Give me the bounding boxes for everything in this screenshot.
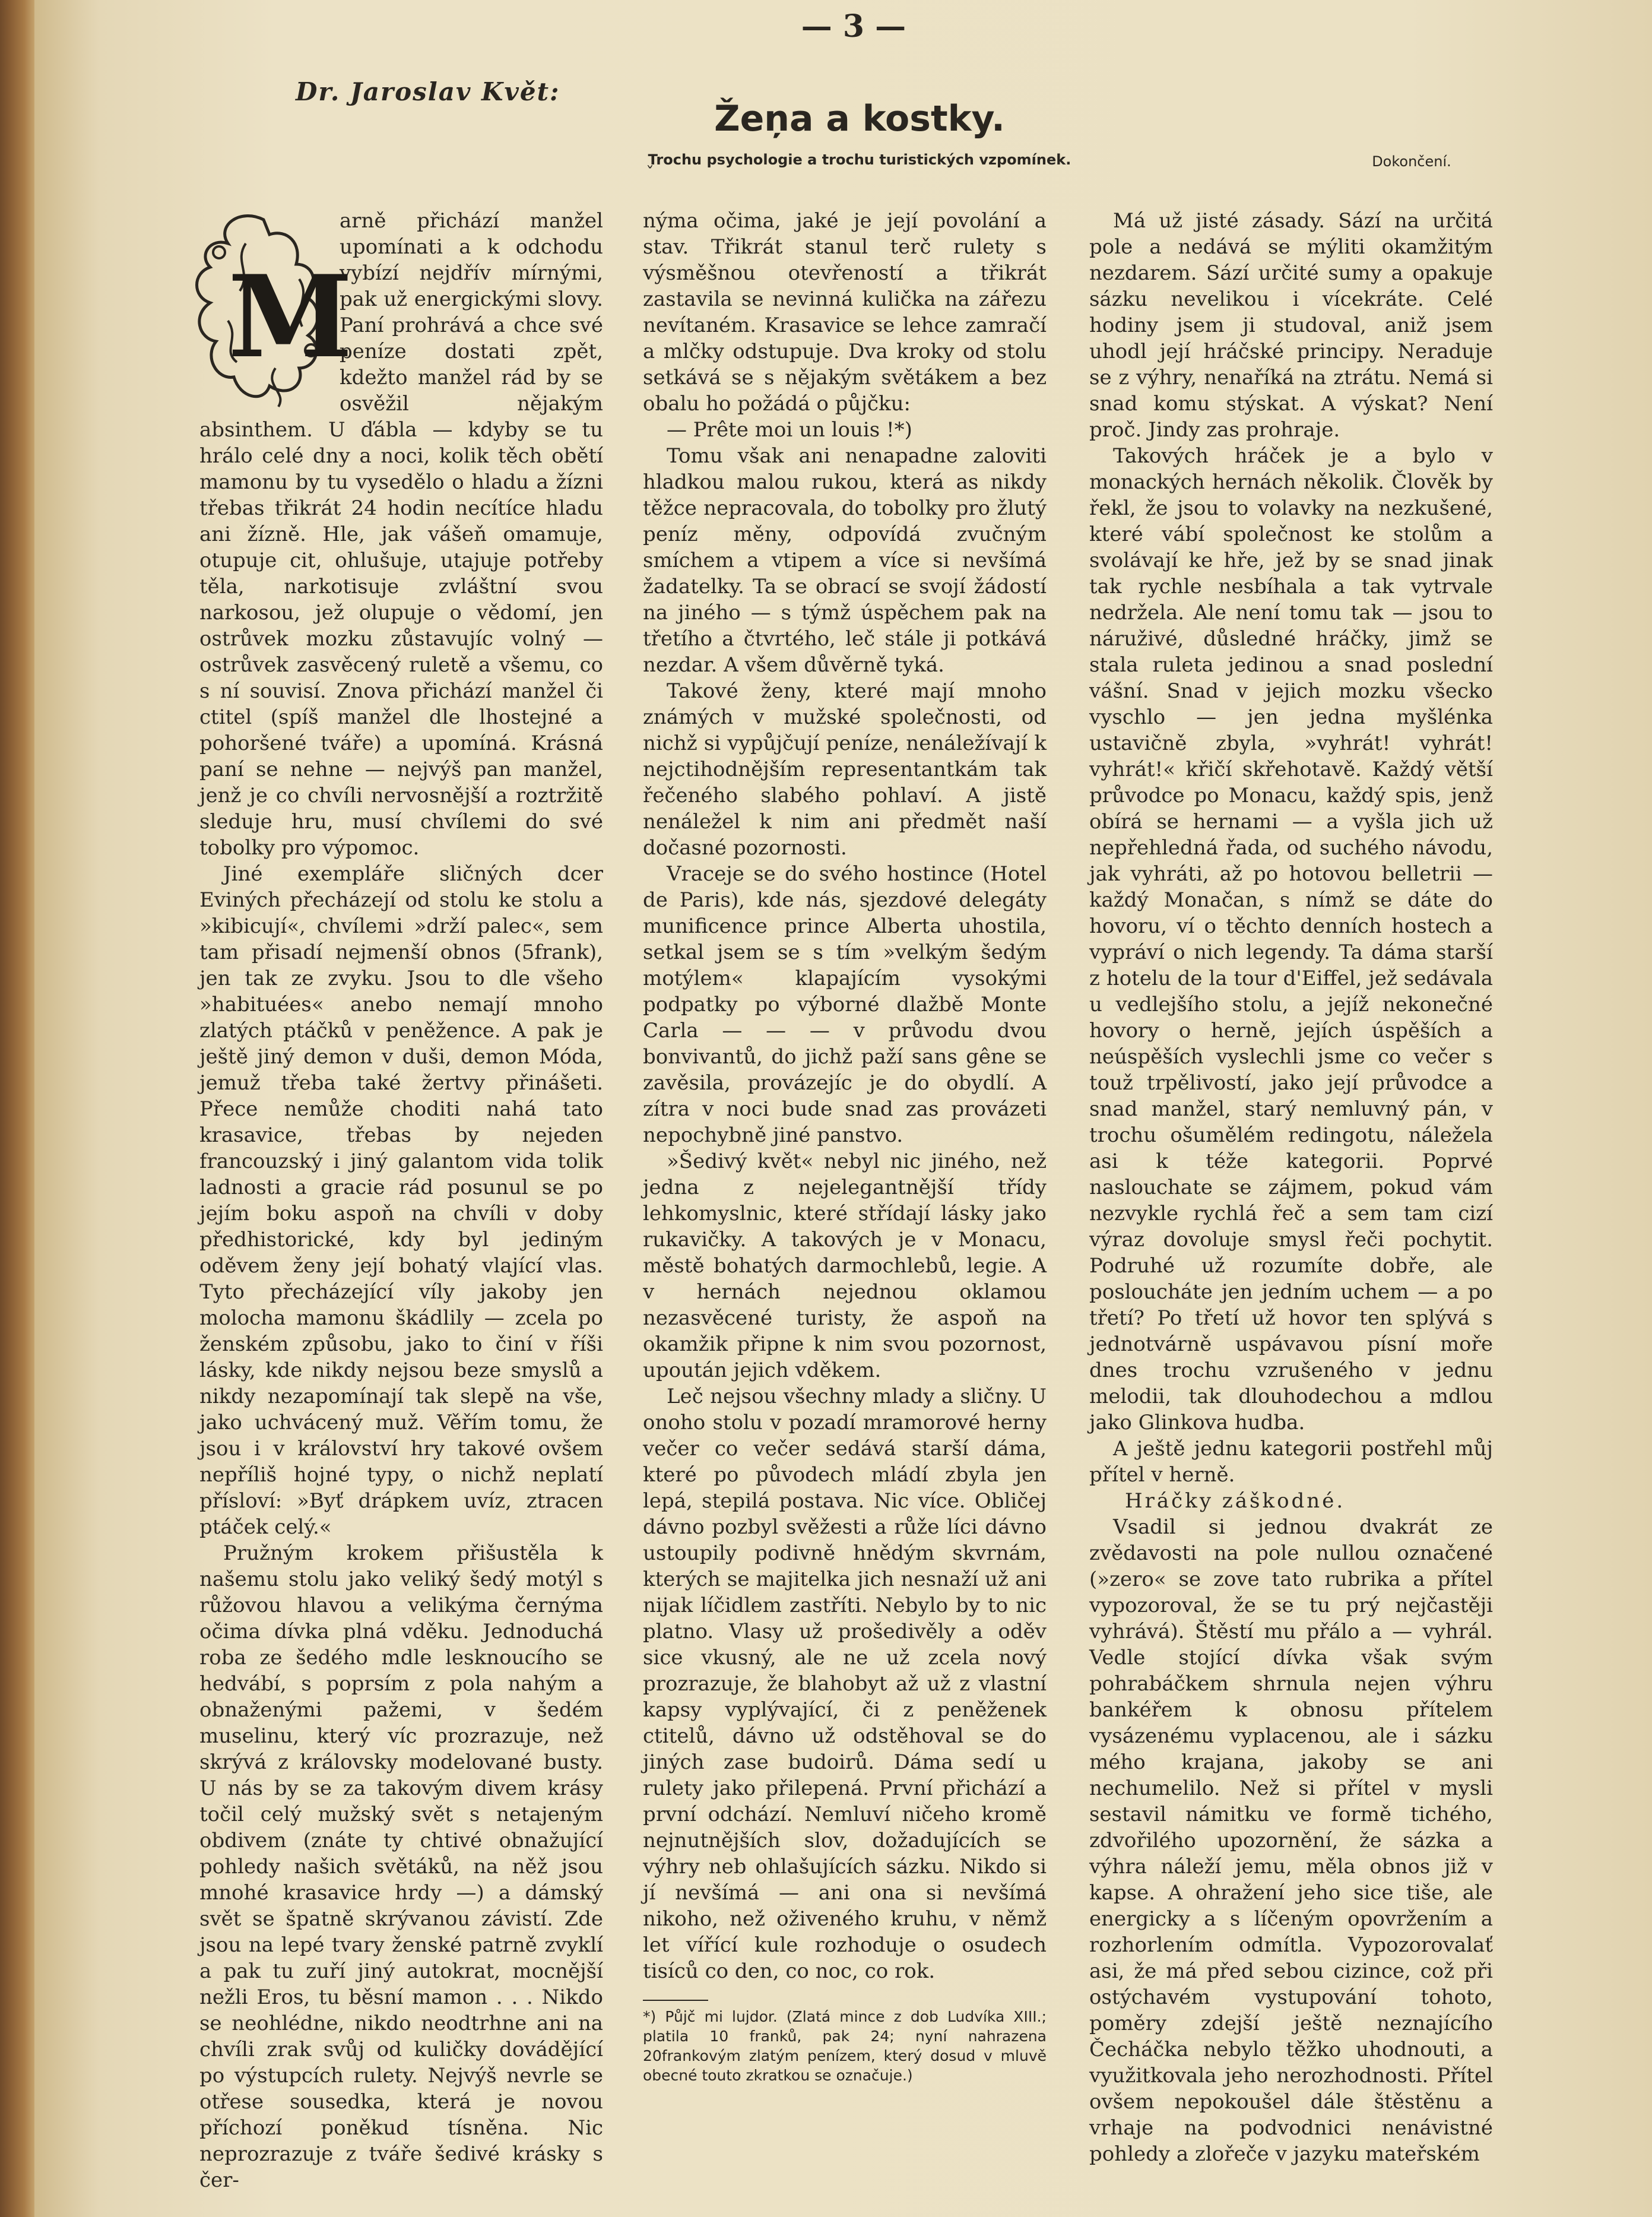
paragraph: arně přichází manžel upomínati a k odchodu vybízí nejdřív mírnými, pak už energickými slovy. Paní prohrává a chce své peníze dostati zpět, kdežto manžel rád by se osvěžil nějakým absinthem. U ďábla — kdyby se tu hrálo celé dny a noci, kolik těch obětí mamonu by tu vysedělo o hladu a žízni třebas třikrát 24 hodin necítíce hladu ani žízně. Hle, jak vášeň omamuje, otupuje cit, ohlušuje, utajuje potřeby těla, narkotisuje zvláštní svou narkosou, jež olupuje o vědomí, jen ostrůvek mozku zůstavujíc volný — ostrůvek zasvěcený ruletě a všemu, co s ní souvisí. Znova přichází manžel či ctitel (spíš manžel dle lhostejné a pohoršené tváře) a upomíná. Krásná paní se nehne — nejvýš pan manžel, jenž je co chvíli nervosnější a roztržitě sleduje hru, musí chvílemi do své tobolky pro výpomoc. (199, 209, 603, 860)
paragraph: Leč nejsou všechny mlady a sličny. U onoho stolu v pozadí mramorové herny večer co večer sedává starší dáma, které po původech mládí zbyla jen lepá, stepilá postava. Nic více. Obličej dávno pozbyl svěžesti a růže líci dávno ustoupily podivně hnědým skvrnám, kterých se majitelka jich nesnaží už ani nijak líčidlem zastříti. Nebylo by to nic platno. Vlasy už prošedivěly a oděv sice vkusný, ale ne už zcela nový prozrazuje, že blahobyt až už z vlastní kapsy vyplývající, či z peněženek ctitelů, dávno už odstěhoval se do jiných zase budoirů. Dáma sedí u rulety jako přilepená. První přichází a první odchází. Nemluví ničeho kromě nejnutnějších slov, dožadujících se výhry neb ohlašujících sázku. Nikdo si jí nevšímá — ani ona si nevšímá nikoho, než oživeného kruhu, v němž let vířící kule rozhoduje o osudech tisíců co den, co noc, co rok. (643, 1385, 1047, 1983)
ornament-flourish-icon (175, 208, 353, 422)
paragraph: Jiné exempláře sličných dcer Eviných přecházejí od stolu ke stolu a »kibicují«, chvílemi »drží palec«, sem tam přisadí nejmenší obnos (5frank), jen tak ze zvyku. Jsou to dle všeho »habituées« anebo nemají mnoho zlatých ptáčků v peněžence. A pak je ještě jiný demon v duši, demon Móda, jemuž třeba také žertvy přinášeti. Přece nemůže choditi nahá tato krasavice, třebas by nejeden francouzský i jiný galantom vida tolik ladnosti a gracie rád posunul se po jejím boku aspoň na chvíli v doby předhistorické, kdy byl jediným oděvem ženy její bohatý vlající vlas. Tyto přecházející víly jakoby jen molocha mamonu škádlily — zcela po ženském způsobu, jako to činí v říši lásky, kde nikdy nejsou beze smyslů a nikdy nezapomínají tak slepě na vše, jako uchvácený muž. Věřím tomu, že jsou i v království hry takové ovšem nepříliš hojné typy, o nichž neplatí přísloví: »Byť drápkem uvíz, ztracen ptáček celý.« (199, 862, 603, 1539)
dropcap-letter: M (228, 251, 353, 383)
paragraph: Pružným krokem přišustěla k našemu stolu jako veliký šedý motýl s růžovou hlavou a velikýma černýma očima dívka plná vděku. Jednoduchá roba ze šedého mdle lesknoucího se hedvábí, s poprsím z pola nahým a obnaženými pažemi, v šedém muselinu, který víc prozrazuje, než skrývá z královsky modelované busty. U nás by se za takovým divem krásy točil celý mužský svět s netajeným obdivem (znáte ty chtivé obnažující pohledy našich světáků, na něž jsou mnohé krasavice hrdy —) a dámský svět se špatně skrývanou závistí. Zde jsou na lepé tvary ženské patrně zvyklí a pak tu zuří jiný autokrat, mocnější nežli Eros, tu běsní mamon . . . Nikdo se neohlédne, nikdo neodtrhne ani na chvíli zrak svůj od kuličky dovádějící po výstupcích rulety. Nejvýš nevrle se otřese sousedka, která je novou příchozí poněkud tísněna. Nic neprozrazuje z tváře šedivé krásky s čer- (199, 1541, 603, 2192)
paragraph: Vraceje se do svého hostince (Hotel de Paris), kde nás, sjezdové delegáty munificence prince Alberta uhostila, setkal jsem se s tím »velkým šedým motýlem« klapajícím vysokými podpatky po výborné dlažbě Monte Carla — — — v průvodu dvou bonvivantů, do jichž paží sans gêne se zavěsila, provázejíc je do obydlí. A zítra v noci bude snad zas provázeti nepochybně jiné panstvo. (643, 862, 1047, 1147)
text-column-1 (199, 208, 603, 2192)
continuation-note: Dokončení. (1372, 153, 1451, 170)
paragraph: Takových hráček je a bylo v monackých hernách několik. Člověk by řekl, že jsou to volavky na nezkušené, které vábí společnost ke stolům a svolávají ke hře, jež by se snad jinak tak rychle nesbíhala a tak vytrvale nedržela. Ale není tomu tak — jsou to náruživé, důsledné hráčky, jimž se stala ruleta jedinou a snad poslední vášní. Snad v jejich mozku všecko vyschlo — jen jedna myšlénka ustavičně zbyla, »vyhrát! vyhrát! vyhrát!« křičí skřehotavě. Každý větší průvodce po Monacu, každý spis, jenž obírá se hernami — a vyšla jich už nepřehledná řada, od suchého návodu, jak vyhráti, až po hotovou belletrii — každý Monačan, s nímž se dáte do hovoru, ví o těchto denních hostech a vypráví o nich legendy. Ta dáma starší z hotelu de la tour d'Eiffel, jež sedávala u vedlejšího stolu, a jejíž nekonečné hovory o herně, jejích úspěších a neúspěších vyslechli jsme co večer s touž trpělivostí, jako její průvodce a snad manžel, starý nemluvný pán, v trochu ošumělém redingotu, náležela asi k téže kategorii. Poprvé naslouchate se zájmem, pokud vám nezvykle rychlá řeč a sem tam cizí výraz dovoluje smysl řeči pochytit. Podruhé už rozumíte dobře, ale posloucháte jen jedním uchem — a po třetí? Po třetí už hovor ten splývá s jednotvárně uspávavou písní moře dnes trochu vzrušeného v jednu melodii, tak dlouhodechou a mdlou jako Glinkova hudba. (1089, 444, 1493, 1434)
paragraph: Vsadil si jednou dvakrát ze zvědavosti na pole nullou označené (»zero« se zove tato rubrika a přítel vypozoroval, že se tu prý nejčastěji vyhrává). Štěstí mu přálo a — vyhrál. Vedle stojící dívka však svým pohrabáčkem shrnula nejen výhru bankéřem k obnosu přítelem vysázenému vyplacenou, ale i sázku mého krajana, jakoby se ani nechumelilo. Než si přítel v mysli sestavil námitku ve formě tichého, zdvořilého upozornění, že sázka a výhra náleží jemu, měla obnos již v kapse. A ohražení jeho sice tiše, ale energicky a s líčeným opovržením a rozhorlením odmítla. Vypozorovalať asi, že má před sebou cizince, což při ostýchavém vystupování tohoto, poměry zdejší ještě neznajícího Čecháčka nebylo těžko uhodnouti, a využitkovala jeho nerozhodnosti. Přítel ovšem nepokoušel dále štěstěnu a vrhaje na podvodnici nenávistné pohledy a zlořeče v jazyku mateřském (1089, 1515, 1493, 2166)
article-title: Žeņa a kostky. (714, 98, 1005, 140)
article-subtitle: Trochu psychologie a trochu turistických vzpomínek. (648, 151, 1071, 168)
paragraph: A ještě jednu kategorii postřehl můj přítel v herně. (1089, 1437, 1493, 1487)
footnote-rule (643, 2000, 708, 2001)
article-author: Dr. Jaroslav Květ: (296, 77, 560, 106)
paragraph: — Prête moi un louis !*) (667, 418, 912, 442)
section-heading: Hráčky záškodné. (1125, 1489, 1346, 1513)
paragraph: Tomu však ani nenapadne zaloviti hladkou malou rukou, která as nikdy těžce nepracovala, do tobolky pro žlutý peníz měny, odpovídá zvučným smíchem a vtipem a více si nevšímá žadatelky. Ta se obrací se svojí žádostí na jiného — s týmž úspěchem pak na třetího a čtvrtého, leč stále ji potkává nezdar. A všem důvěrně tyká. (643, 444, 1047, 677)
text-column-2 (643, 208, 1047, 2084)
page-number: — 3 — (801, 8, 906, 45)
decorative-mark: ˇ (646, 163, 654, 183)
paragraph: Má už jisté zásady. Sází na určitá pole a nedává se mýliti okamžitým nezdarem. Sází určité sumy a opakuje sázku nevelikou i vícekráte. Celé hodiny jsem ji studoval, aniž jsem uhodl její hráčské principy. Neraduje se z výhry, nenaříká na ztrátu. Nemá si snad komu stýskat. A výskat? Není proč. Jindy zas prohraje. (1089, 209, 1493, 442)
footnote: *) Půjč mi lujdor. (Zlatá mince z dob Ludvíka XIII.; platila 10 franků, pak 24; nyní nahrazena 20frankovým zlatým penízem, který dosud v mluvě obecné touto zkratkou se označuje.) (643, 2008, 1047, 2084)
paragraph: Takové ženy, které mají mnoho známých v mužské společnosti, od nichž si vypůjčují peníze, nenáležívají k nejctihodnějším representantkám tak řečeného slabého pohlaví. A jistě nenáležel k nim ani předmět naší dočasné pozornosti. (643, 679, 1047, 860)
paragraph: nýma očima, jaké je její povolání a stav. Třikrát stanul terč rulety s výsměšnou otevřeností a třikrát zastavila se nevinná kulička na zářezu nevítaném. Krasavice se lehce zamračí a mlčky odstupuje. Dva kroky od stolu setkává se s nějakým světákem a bez obalu ho požádá o půjčku: (643, 209, 1047, 416)
ornamental-initial (198, 208, 353, 404)
text-column-3 (1089, 208, 1493, 2197)
newspaper-page (34, 0, 1652, 2217)
paragraph: »Šedivý květ« nebyl nic jiného, než jedna z nejelegantnější třídy lehkomyslnic, které střídají lásky jako rukavičky. A takových je v Monacu, městě bohatých darmochlebů, legie. A v hernách nejednou oklamou nezasvěcené turisty, že aspoň na okamžik připne k nim svou pozornost, upoután jejich vděkem. (643, 1149, 1047, 1382)
book-binding-edge (0, 0, 34, 2217)
